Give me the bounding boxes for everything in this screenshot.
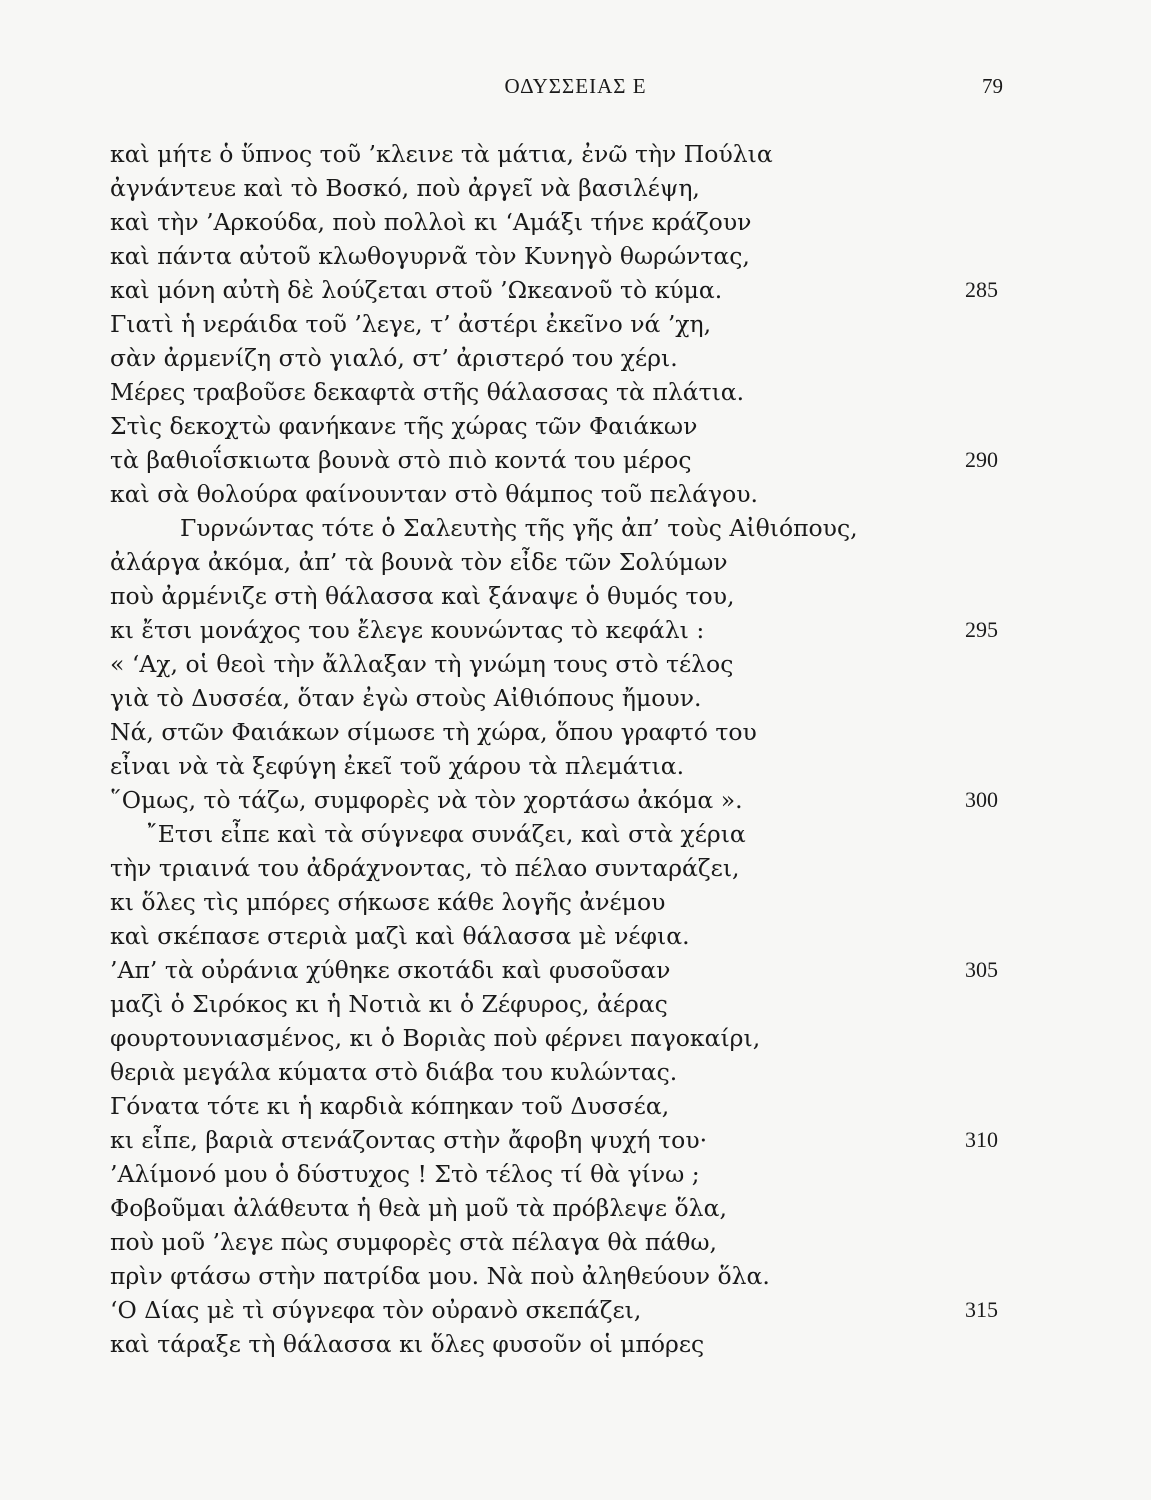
verse-text: καὶ τάραξε τὴ θάλασσα κι ὅλες φυσοῦν οἱ μπόρες (110, 1330, 705, 1358)
verse-line (0, 171, 1151, 205)
verse-line (0, 1123, 1151, 1157)
verse-line (0, 1089, 1151, 1123)
verse-line (0, 1327, 1151, 1361)
verse-text: σὰν ἀρμενίζη στὸ γιαλό, στ’ ἀριστερό του χέρι. (110, 344, 678, 372)
verse-text: φουρτουνιασμένος, κι ὁ Βοριὰς ποὺ φέρνει παγοκαίρι, (110, 1024, 761, 1052)
verse-line (0, 137, 1151, 171)
verse-text: ’Απ’ τὰ οὐράνια χύθηκε σκοτάδι καὶ φυσοῦσαν (110, 956, 671, 984)
verse-line (0, 1259, 1151, 1293)
verse-text: καὶ μήτε ὁ ὕπνος τοῦ ’κλεινε τὰ μάτια, ἐνῶ τὴν Πούλια (110, 140, 773, 168)
verse-line (0, 749, 1151, 783)
verse-line (0, 511, 1151, 545)
verse-line (0, 409, 1151, 443)
verse-text: θεριὰ μεγάλα κύματα στὸ διάβα του κυλώντας. (110, 1058, 678, 1086)
verse-line (0, 1157, 1151, 1191)
verse-line (0, 1293, 1151, 1327)
verse-line (0, 375, 1151, 409)
line-number: 295 (965, 617, 998, 642)
verse-line (0, 715, 1151, 749)
verse-text: ῎Ετσι εἶπε καὶ τὰ σύγνεφα συνάζει, καὶ στὰ χέρια (146, 820, 746, 848)
verse-line (0, 681, 1151, 715)
verse-text: ῞Ομως, τὸ τάζω, συμφορὲς νὰ τὸν χορτάσω ἀκόμα ». (110, 786, 743, 814)
verse-line (0, 953, 1151, 987)
verse-line (0, 1225, 1151, 1259)
verse-text: καὶ πάντα αὐτοῦ κλωθογυρνᾶ τὸν Κυνηγὸ θωρώντας, (110, 242, 750, 270)
verse-line (0, 477, 1151, 511)
verse-text: κι εἶπε, βαριὰ στενάζοντας στὴν ἄφοβη ψυχή του· (110, 1126, 708, 1154)
verse-line (0, 851, 1151, 885)
verse-line (0, 1055, 1151, 1089)
line-number: 285 (965, 277, 998, 302)
verse-text: εἶναι νὰ τὰ ξεφύγη ἐκεῖ τοῦ χάρου τὰ πλεμάτια. (110, 752, 685, 780)
verse-text: Μέρες τραβοῦσε δεκαφτὰ στῆς θάλασσας τὰ πλάτια. (110, 378, 745, 406)
verse-line (0, 205, 1151, 239)
verse-text: Γυρνώντας τότε ὁ Σαλευτὴς τῆς γῆς ἀπ’ τοὺς Αἰθιόπους, (180, 514, 858, 542)
verse-text: Νά, στῶν Φαιάκων σίμωσε τὴ χώρα, ὅπου γραφτό του (110, 718, 757, 746)
verse-block (0, 137, 1151, 1361)
verse-text: ποὺ ἀρμένιζε στὴ θάλασσα καὶ ξάναψε ὁ θυμός του, (110, 582, 735, 610)
verse-text: πρὶν φτάσω στὴν πατρίδα μου. Νὰ ποὺ ἀληθεύουν ὅλα. (110, 1262, 770, 1290)
verse-line (0, 239, 1151, 273)
verse-line (0, 1021, 1151, 1055)
verse-text: κι ἔτσι μονάχος του ἔλεγε κουνώντας τὸ κεφάλι : (110, 616, 705, 644)
verse-line (0, 647, 1151, 681)
verse-text: καὶ μόνη αὐτὴ δὲ λούζεται στοῦ ’Ωκεανοῦ τὸ κύμα. (110, 276, 723, 304)
verse-text: ποὺ μοῦ ’λεγε πὼς συμφορὲς στὰ πέλαγα θὰ πάθω, (110, 1228, 717, 1256)
line-number: 305 (965, 957, 998, 982)
verse-text: « ‘Αχ, οἱ θεοὶ τὴν ἄλλαξαν τὴ γνώμη τους στὸ τέλος (110, 650, 734, 678)
verse-text: κι ὅλες τὶς μπόρες σήκωσε κάθε λογῆς ἀνέμου (110, 888, 666, 916)
verse-text: ’Αλίμονό μου ὁ δύστυχος ! Στὸ τέλος τί θὰ γίνω ; (110, 1160, 700, 1188)
verse-line (0, 919, 1151, 953)
verse-text: τὰ βαθιοΐσκιωτα βουνὰ στὸ πιὸ κοντά του μέρος (110, 446, 692, 474)
line-number: 310 (965, 1127, 998, 1152)
page-number: 79 (982, 74, 1003, 98)
verse-line (0, 443, 1151, 477)
verse-text: ‘Ο Δίας μὲ τὶ σύγνεφα τὸν οὐρανὸ σκεπάζει, (110, 1296, 642, 1324)
verse-line (0, 613, 1151, 647)
verse-text: Στὶς δεκοχτὼ φανήκανε τῆς χώρας τῶν Φαιάκων (110, 412, 698, 440)
verse-line (0, 817, 1151, 851)
verse-line (0, 341, 1151, 375)
verse-text: καὶ τὴν ’Αρκούδα, ποὺ πολλοὶ κι ‘Αμάξι τήνε κράζουν (110, 208, 752, 236)
verse-text: τὴν τριαινά του ἀδράχνοντας, τὸ πέλαο συνταράζει, (110, 854, 740, 882)
verse-text: Γόνατα τότε κι ἡ καρδιὰ κόπηκαν τοῦ Δυσσέα, (110, 1092, 670, 1120)
verse-text: Γιατὶ ἡ νεράιδα τοῦ ’λεγε, τ’ ἀστέρι ἐκεῖνο νά ’χη, (110, 310, 712, 338)
verse-text: ἀγνάντευε καὶ τὸ Βοσκό, ποὺ ἀργεῖ νὰ βασιλέψη, (110, 174, 700, 202)
verse-text: γιὰ τὸ Δυσσέα, ὅταν ἐγὼ στοὺς Αἰθιόπους ἤμουν. (110, 684, 702, 712)
verse-text: καὶ σκέπασε στεριὰ μαζὶ καὶ θάλασσα μὲ νέφια. (110, 922, 690, 950)
verse-text: Φοβοῦμαι ἀλάθευτα ἡ θεὰ μὴ μοῦ τὰ πρόβλεψε ὅλα, (110, 1194, 727, 1222)
verse-line (0, 273, 1151, 307)
verse-line (0, 307, 1151, 341)
verse-text: ἀλάργα ἀκόμα, ἀπ’ τὰ βουνὰ τὸν εἶδε τῶν Σολύμων (110, 548, 728, 576)
running-title: ΟΔΥΣΣΕΙΑΣ Ε (504, 74, 647, 98)
verse-line (0, 545, 1151, 579)
verse-text: μαζὶ ὁ Σιρόκος κι ἡ Νοτιὰ κι ὁ Ζέφυρος, ἀέρας (110, 990, 668, 1018)
verse-line (0, 783, 1151, 817)
verse-line (0, 1191, 1151, 1225)
verse-line (0, 987, 1151, 1021)
verse-text: καὶ σὰ θολούρα φαίνουνταν στὸ θάμπος τοῦ πελάγου. (110, 480, 758, 508)
line-number: 300 (965, 787, 998, 812)
verse-line (0, 885, 1151, 919)
line-number: 290 (965, 447, 998, 472)
verse-line (0, 579, 1151, 613)
line-number: 315 (965, 1297, 998, 1322)
